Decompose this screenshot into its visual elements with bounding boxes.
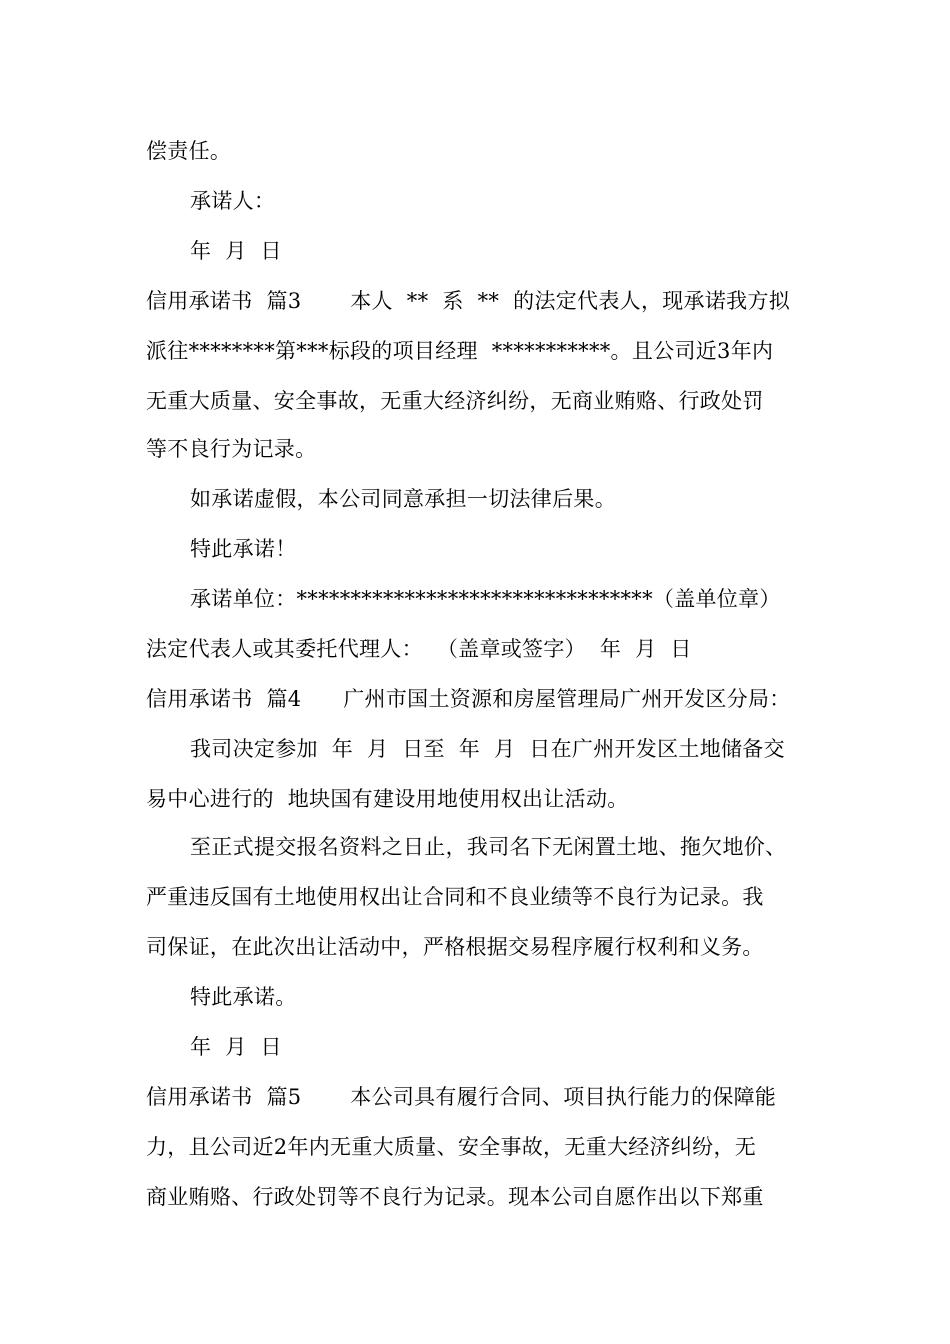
text-line: 承诺人： (190, 189, 276, 213)
text-line: 力，且公司近2年内无重大质量、安全事故，无重大经济纠纷，无 (146, 1135, 757, 1159)
text-line: 法定代表人或其委托代理人： （盖章或签字） 年 月 日 (146, 637, 692, 661)
text-line: 易中心进行的 地块国有建设用地使用权出让活动。 (146, 787, 629, 811)
text-line: 年 月 日 (190, 239, 282, 263)
text-line: 严重违反国有土地使用权出让合同和不良业绩等不良行为记录。我 (146, 885, 764, 909)
section-heading-line: 信用承诺书 篇3 本人 ** 系 ** 的法定代表人，现承诺我方拟 (146, 289, 791, 313)
text-line: 特此承诺。 (190, 985, 297, 1009)
text-line: 年 月 日 (190, 1035, 282, 1059)
text-line: 商业贿赂、行政处罚等不良行为记录。现本公司自愿作出以下郑重 (146, 1185, 764, 1209)
text-line: 偿责任。 (146, 139, 232, 163)
text-line: 特此承诺！ (190, 537, 297, 561)
text-line: 无重大质量、安全事故，无重大经济纠纷，无商业贿赂、行政处罚 (146, 389, 764, 413)
text-line: 司保证，在此次出让活动中，严格根据交易程序履行权利和义务。 (146, 935, 764, 959)
text-line: 我司决定参加 年 月 日至 年 月 日在广州开发区土地储备交 (190, 737, 785, 761)
text-line: 至正式提交报名资料之日止，我司名下无闲置土地、拖欠地价、 (190, 835, 787, 859)
text-line: 派往********第***标段的项目经理 ***********。且公司近3年内 (146, 339, 774, 363)
text-line: 如承诺虚假，本公司同意承担一切法律后果。 (190, 487, 616, 511)
section-heading-line: 信用承诺书 篇5 本公司具有履行合同、项目执行能力的保障能 (146, 1085, 777, 1109)
section-heading-line: 信用承诺书 篇4 广州市国土资源和房屋管理局广州开发区分局： (146, 687, 791, 711)
text-line: 等不良行为记录。 (146, 437, 317, 461)
text-line: 承诺单位：*********************************（盖单位章） (190, 587, 781, 611)
